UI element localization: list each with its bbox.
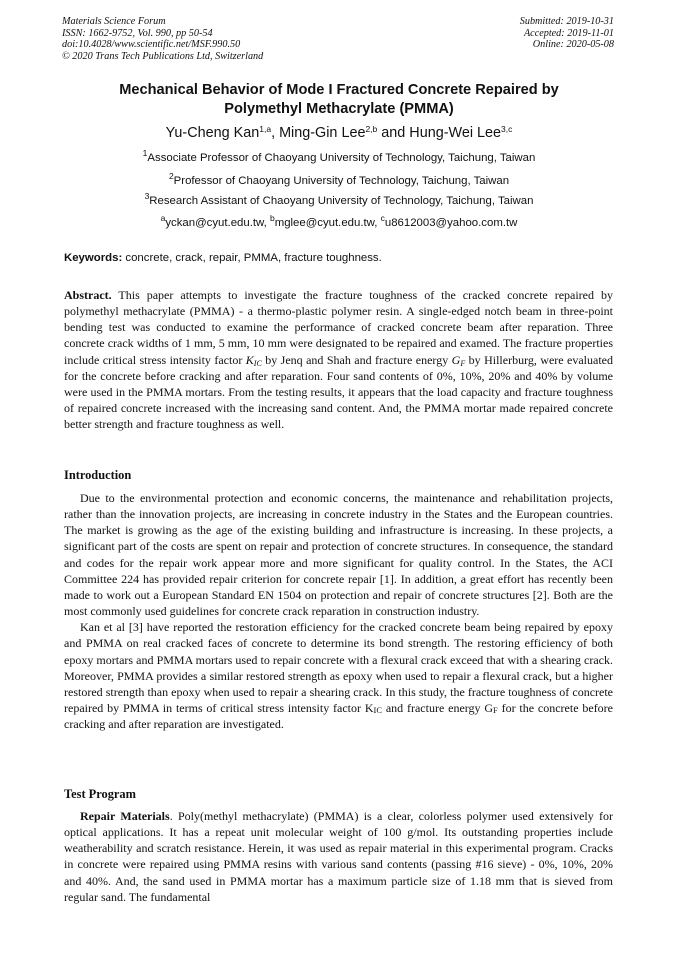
introduction-paragraph-2: Kan et al [3] have reported the restoration efficiency for the cracked concrete beam being repaired by epoxy and PMMA on real cracked faces of concrete to determine its bond strength. The restoring efficiency of both epoxy mortars and PMMA mortars used to repair concrete with a flexural crack exceed that with a shearing crack. Moreover, PMMA provides a similar restored strength as epoxy when used to repair a flexural crack, but a higher restored strength than epoxy when used to repair a shearing crack. In this study, the fracture toughness of concrete repaired by PMMA in terms of critical stress intensity factor KIC and fracture energy GF for the concrete before cracking and after reparation are investigated. [64,620,614,732]
author-separator: , [271,125,280,141]
email-sup: a [160,213,166,223]
author-sup: 3,c [501,124,513,134]
affiliation-sup: 3 [144,191,150,201]
accepted-date: Accepted: 2019-11-01 [523,27,614,39]
doi: doi:10.4028/www.scientific.net/MSF.990.50 [62,39,241,51]
affiliation-1 [40,148,638,165]
author-list [40,124,638,142]
paper-title [40,81,638,119]
author-name: Ming-Gin Lee [279,125,366,141]
submission-dates [520,16,614,51]
gf-symbol: $G_F$ [451,352,466,368]
introduction-body [64,490,613,732]
affiliation-text: Associate Professor of Chaoyang University of Technology, Taichung, Taiwan [147,152,536,164]
email-a: yckan@cyut.edu.tw, [165,217,270,229]
author-name: Yu-Cheng Kan [165,125,260,141]
abstract-text-1: This paper attempts to investigate the fracture toughness of the cracked concrete repaired by polymethyl methacrylate (PMMA) - a thermo-plastic polymer resin. A single-edged notch beam in three-point bending test was conducted to examine the performance of cracked concrete beam after reparation. Three concrete crack widths of 1 mm, 5 mm, 10 mm were designated to be repaired and examed. The fracture properties include critical stress intensity factor [64,288,613,367]
abstract-text-3: by Hillerburg, were evaluated for the concrete before cracking and after reparation. Four sand contents of 0%, 10%, 20% and 40% by volume were used in the PMMA mortars. From the testing results, it appears that the load capacity and fracture toughness of repaired concrete increased with the increasing sand content. And, the PMMA mortar made repaired concrete better strength and fracture toughness as well. [64,352,614,432]
keywords-label: Keywords: [64,252,123,264]
author-emails [40,213,638,230]
affiliation-sup: 2 [168,171,174,181]
introduction-heading: Introduction [64,468,132,482]
author-name: Hung-Wei Lee [409,125,502,141]
repair-materials-paragraph [64,808,613,905]
email-c: u8612003@yahoo.com.tw [384,217,518,229]
email-b: mglee@cyut.edu.tw, [274,217,381,229]
journal-info [62,16,263,62]
affiliation-text: Research Assistant of Chaoyang University of Technology, Taichung, Taiwan [149,195,534,207]
abstract [64,287,613,432]
repair-materials-text: . Poly(methyl methacrylate) (PMMA) is a clear, colorless polymer used extensively for optical applications. It has a repeat unit molecular weight of 100 g/mol. Its outstanding properties include weatherability and scratch resistance. Herein, it was used as repair material in this experimental program. Cracks in concrete were repaired using PMMA resins with various sand contents (passing #16 sieve) - 0%, 10%, 20% and 40%. And, the sand used in PMMA mortar has a maximum particle size of 1.18 mm that is sieved from regular sand. The fundamental [64,809,614,904]
kic-symbol: $K_{IC}$ [245,352,262,368]
submitted-date: Submitted: 2019-10-31 [519,16,614,27]
author-and: and [377,125,410,141]
repair-materials-label: Repair Materials [80,809,170,823]
journal-name: Materials Science Forum [62,16,166,27]
author-sup: 1,a [259,124,272,134]
test-program-body [64,808,613,905]
test-program-heading: Test Program [64,787,136,801]
keywords [64,251,614,265]
affiliation-2 [40,171,638,188]
title-line-2: Polymethyl Methacrylate (PMMA) [224,101,454,117]
affiliation-3 [40,191,638,208]
author-sup: 2,b [365,124,378,134]
issn: ISSN: 1662-9752, Vol. 990, pp 50-54 [62,27,213,39]
abstract-text-2: by Jenq and Shah and fracture energy [261,352,452,367]
introduction-paragraph-1: Due to the environmental protection and economic concerns, the maintenance and rehabilitation projects, rather than the innovation projects, are increasing in concrete industry in the States and the European countries. The market is growing as the age of the existing building and infrastructure is increasing. In these projects, a significant part of the costs are spent on repair and protection of concrete structures. In consequence, the standard and codes for the repair work appear more and more significant for quality control. In the States, the ACI Committee 224 has provided repair criterion for concrete repair [1]. In addition, a great effort has recently been made to work out a European Standard EN 1504 on protection and repair of concrete structures [2]. Both are the most commonly used guidelines for concrete crack reparation in construction industry. [64,491,613,619]
online-date: Online: 2020-05-08 [532,39,614,51]
abstract-label: Abstract. [64,288,112,302]
keywords-text: concrete, crack, repair, PMMA, fracture toughness. [122,252,382,264]
affiliation-sup: 1 [142,148,148,158]
email-sup: b [269,213,275,223]
copyright: © 2020 Trans Tech Publications Ltd, Switzerland [62,50,264,62]
email-sup: c [380,213,385,223]
title-line-1: Mechanical Behavior of Mode I Fractured Concrete Repaired by [119,82,559,98]
affiliation-text: Professor of Chaoyang University of Technology, Taichung, Taiwan [173,175,510,187]
